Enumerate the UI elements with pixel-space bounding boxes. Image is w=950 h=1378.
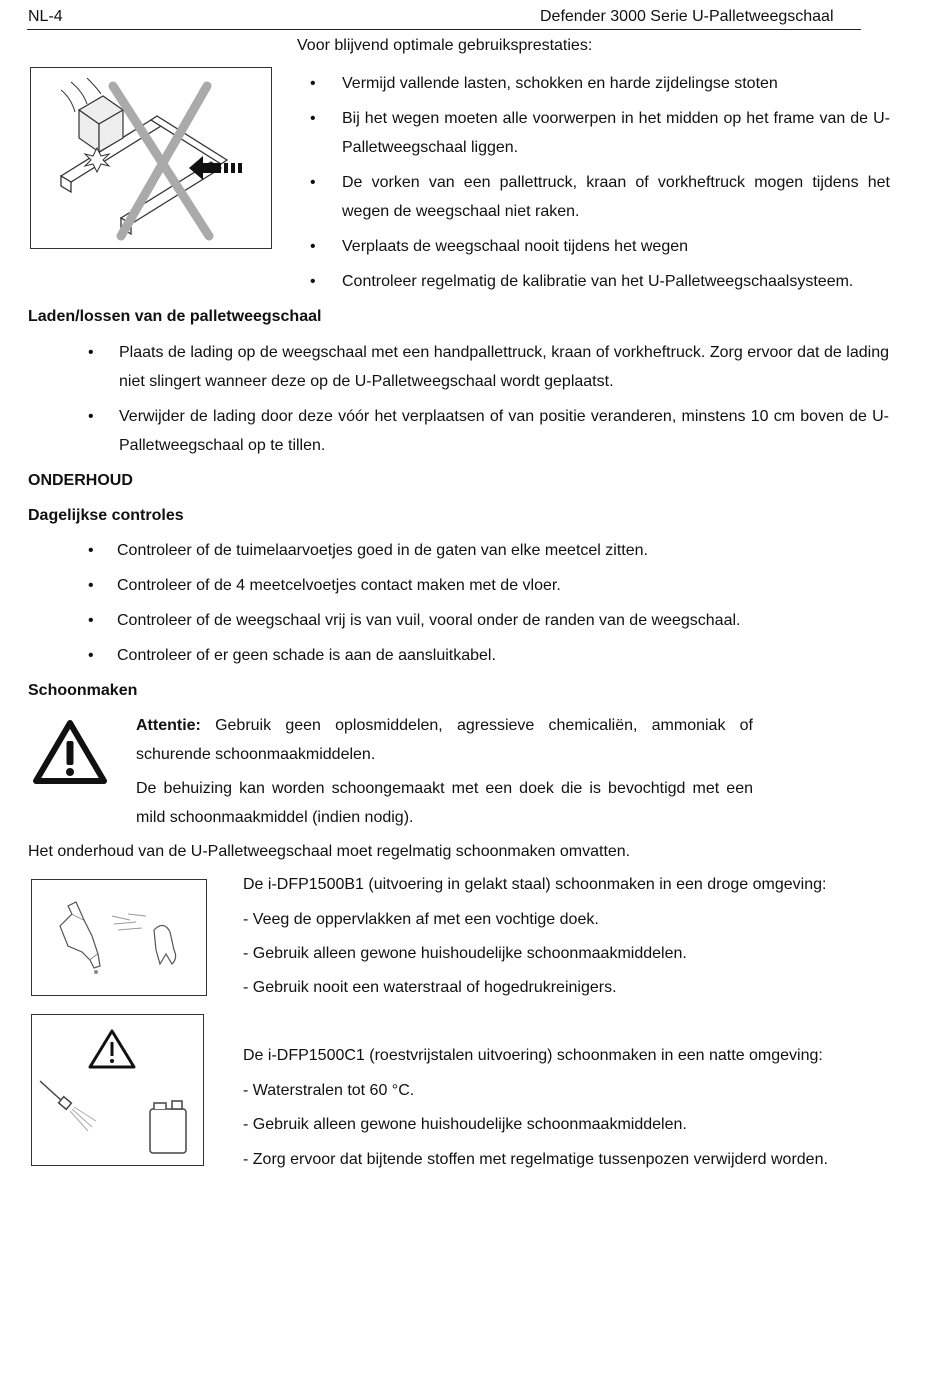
bullet-icon: • — [88, 542, 94, 559]
list-item: • Controleer of de 4 meetcelvoetjes contact maken met de vloer. — [88, 571, 888, 600]
spray-bottle-cloth-illustration — [31, 879, 207, 996]
header-divider — [27, 29, 861, 30]
bullet-icon: • — [310, 174, 316, 191]
list-item: • Bij het wegen moeten alle voorwerpen in het midden op het frame van de U-Palletweegschaal liggen. — [310, 104, 890, 162]
maintenance-heading: ONDERHOUD — [28, 472, 133, 489]
list-item: • De vorken van een pallettruck, kraan of vorkheftruck mogen tijdens het wegen de weegschaal niet raken. — [310, 168, 890, 226]
housing-cleaning-text: De behuizing kan worden schoongemaakt met een doek die is bevochtigd met een mild schoonmaakmiddel (indien nodig). — [136, 780, 753, 826]
list-item: • Plaats de lading op de weegschaal met een handpallettruck, kraan of vorkheftruck. Zorg ervoor dat de lading niet slingert wanneer deze op de U-Palletweegschaal wordt geplaatst. — [88, 338, 889, 396]
bullet-icon: • — [88, 577, 94, 594]
list-item: • Vermijd vallende lasten, schokken en harde zijdelingse stoten — [310, 69, 890, 98]
bullet-icon: • — [310, 273, 316, 290]
wet-clean-item: - Zorg ervoor dat bijtende stoffen met regelmatige tussenpozen verwijderd worden. — [243, 1151, 828, 1168]
document-title: Defender 3000 Serie U-Palletweegschaal — [540, 8, 834, 25]
wet-clean-item: - Waterstralen tot 60 °C. — [243, 1082, 415, 1099]
list-item: • Verwijder de lading door deze vóór het verplaatsen of van positie veranderen, minstens 10 cm boven de U-Palletweegschaal op te tillen. — [88, 402, 889, 460]
bullet-icon: • — [310, 75, 316, 92]
no-side-impact-illustration — [30, 67, 272, 249]
wet-clean-title: De i-DFP1500C1 (roestvrijstalen uitvoering) schoonmaken in een natte omgeving: — [243, 1047, 823, 1064]
bullet-icon: • — [88, 408, 94, 425]
page-number: NL-4 — [28, 8, 63, 25]
dry-clean-item: - Gebruik alleen gewone huishoudelijke schoonmaakmiddelen. — [243, 945, 687, 962]
performance-list — [310, 69, 890, 296]
dry-clean-title: De i-DFP1500B1 (uitvoering in gelakt staal) schoonmaken in een droge omgeving: — [243, 876, 827, 893]
bullet-icon: • — [88, 612, 94, 629]
list-item: • Verplaats de weegschaal nooit tijdens het wegen — [310, 232, 890, 261]
dry-clean-item: - Gebruik nooit een waterstraal of hogedrukreinigers. — [243, 979, 617, 996]
daily-checks-heading: Dagelijkse controles — [28, 507, 184, 524]
performance-intro: Voor blijvend optimale gebruiksprestaties: — [297, 37, 593, 54]
daily-checks-list — [88, 536, 888, 670]
wet-clean-item: - Gebruik alleen gewone huishoudelijke schoonmaakmiddelen. — [243, 1116, 687, 1133]
list-item: • Controleer regelmatig de kalibratie van het U-Palletweegschaalsysteem. — [310, 267, 890, 296]
loading-list — [88, 338, 889, 460]
dry-clean-item: - Veeg de oppervlakken af met een vochtige doek. — [243, 911, 599, 928]
bullet-icon: • — [88, 344, 94, 361]
list-item: • Controleer of er geen schade is aan de aansluitkabel. — [88, 641, 888, 670]
list-item: • Controleer of de tuimelaarvoetjes goed in de gaten van elke meetcel zitten. — [88, 536, 888, 565]
water-jet-canister-illustration — [31, 1014, 204, 1166]
cleaning-summary: Het onderhoud van de U-Palletweegschaal moet regelmatig schoonmaken omvatten. — [28, 843, 631, 860]
cleaning-heading: Schoonmaken — [28, 682, 138, 699]
warning-triangle-icon — [32, 717, 108, 787]
attention-paragraph: Attentie: Gebruik geen oplosmiddelen, agressieve chemicaliën, ammoniak of schurende schoonmaakmiddelen. — [136, 717, 753, 763]
attention-label: Attentie: — [136, 717, 201, 734]
loading-heading: Laden/lossen van de palletweegschaal — [28, 308, 322, 325]
bullet-icon: • — [310, 110, 316, 127]
list-item: • Controleer of de weegschaal vrij is van vuil, vooral onder de randen van de weegschaal. — [88, 606, 888, 635]
bullet-icon: • — [310, 238, 316, 255]
bullet-icon: • — [88, 647, 94, 664]
